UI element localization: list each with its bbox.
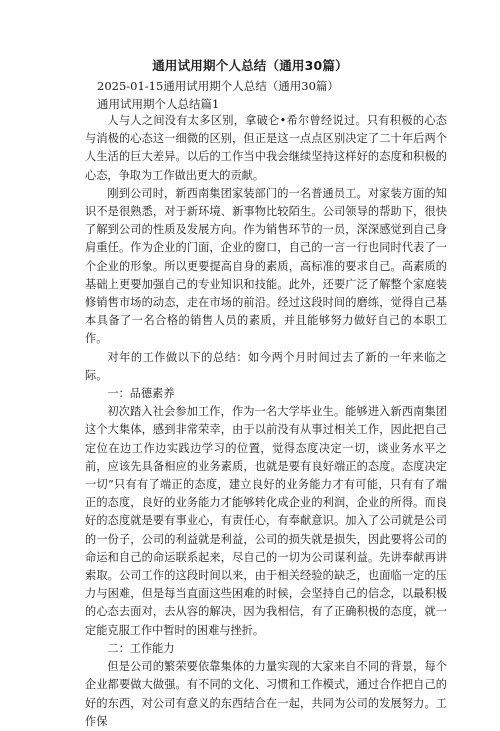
- paragraph-character: 初次踏入社会参加工作，作为一名大学毕业生。能够进入新西南集团这个大集体，感到非常荣幸，由于以前没有从事过相关工作，因此把自己定位在边工作边实践边学习的位置，觉得态度决定一切，谈业务水平之前，应该先具备相应的业务素质，也就是要有良好端正的态度。态度决定一切”只有有了端正的态度，建立良好的业务能力才有可能，只有有了端正的态度，良好的业务能力才能够转化成企业的利润，企业的所得。而良好的态度就是要有事业心，有责任心，有奉献意识。加入了公司就是公司的一份子，公司的利益就是利益，公司的损失就是损失，因此要将公司的命运和自己的命运联系起来，尽自己的一切为公司谋利益。先讲奉献再讲索取。公司工作的这段时间以来，由于相关经验的缺乏，也面临一定的压力与困难，但是每当直面这些困难的时候，会坚持自己的信念，以最积极的心态去面对，去从容的解决，因为我相信，有了正确积极的态度，就一定能克服工作中暂时的困难与挫折。: [85, 405, 447, 637]
- document-body: [85, 112, 447, 731]
- paragraph-summary-intro: 对年的工作做以下的总结：如今两个月时间过去了新的一年来临之际。: [85, 350, 447, 382]
- paragraph-arrival: 刚到公司时，新西南集团家装部门的一名普通员工。对家装方面的知识不是很熟悉，对于新环境、新事物比较陌生。公司领导的帮助下，很快了解到公司的性质及发展方向。作为销售环节的一员，深深感觉到自己身肩重任。作为企业的门面，企业的窗口，自己的一言一行也同时代表了一个企业的形象。所以更要提高自身的素质，高标准的要求自己。高素质的基础上更要加强自己的专业知识和技能。此外，还要广泛了解整个家庭装修销售市场的动态，走在市场的前沿。经过这段时间的磨练，觉得自己基本具备了一名合格的销售人员的素质，并且能够努力做好自己的本职工作。: [85, 186, 447, 346]
- document-date-line: 2025-01-15通用试用期个人总结（通用30篇）: [97, 79, 339, 93]
- section-subheading: 通用试用期个人总结篇1: [97, 97, 220, 111]
- paragraph-ability: 但是公司的繁荣要依靠集体的力量实现的大家来自不同的背景，每个企业都要做大做强。有不同的文化、习惯和工作模式，通过合作把自己的好的东西，对公司有意义的东西结合在一起，共同为公司的发展努力。工作保: [85, 660, 447, 728]
- section-heading-character: 一：品德素养: [107, 387, 175, 401]
- section-heading-ability: 二：工作能力: [107, 641, 175, 655]
- paragraph-intro: 人与人之间没有太多区别，拿破仑•希尔曾经说过。只有积极的心态与消极的心态这一细微的区别，但正是这一点点区别决定了二十年后两个人生活的巨大差异。以后的工作当中我会继续坚持这样好的态度和积极的心态，争取为工作做出更大的贡献。: [85, 114, 447, 182]
- document-title: 通用试用期个人总结（通用30篇）: [152, 58, 348, 73]
